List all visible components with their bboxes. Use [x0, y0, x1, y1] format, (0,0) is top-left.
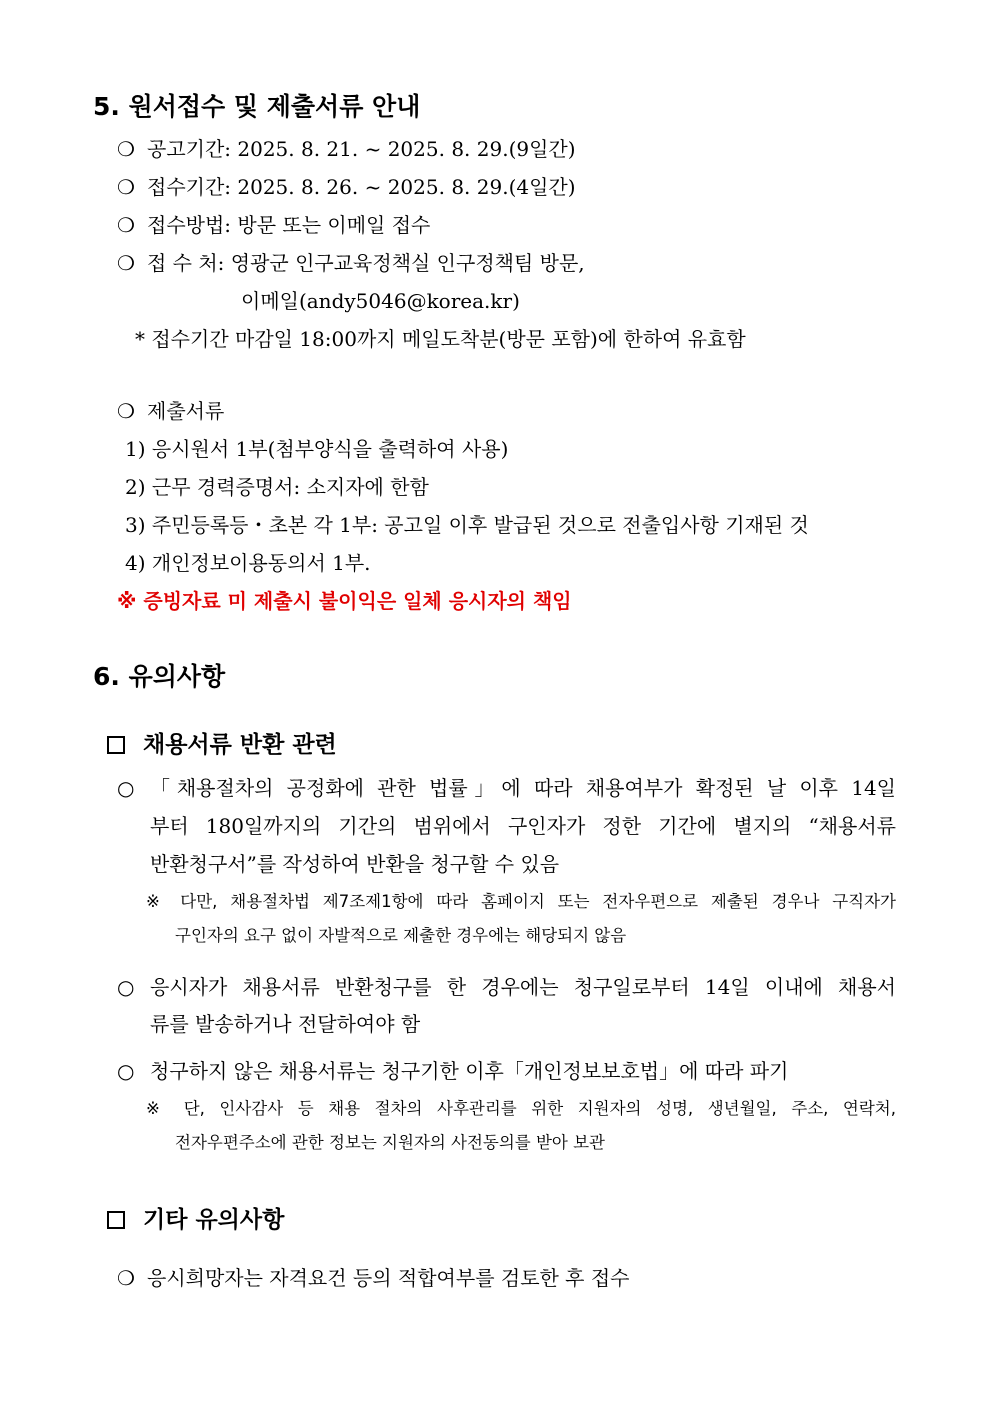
- section-5-title: 5. 원서접수 및 제출서류 안내: [93, 92, 421, 121]
- circle-bullet-icon: ❍: [117, 175, 135, 199]
- doc-item: 3) 주민등록등・초본 각 1부: 공고일 이후 발급된 것으로 전출입사항 기재된 것: [125, 513, 809, 537]
- section-6-title: 6. 유의사항: [93, 662, 226, 691]
- subsection-title: 기타 유의사항: [107, 1206, 284, 1234]
- circle-bullet-icon: ❍: [117, 137, 135, 161]
- note-line: 구인자의 요구 없이 자발적으로 제출한 경우에는 해당되지 않음: [175, 926, 627, 945]
- list-item: ❍ 공고기간: 2025. 8. 21. ~ 2025. 8. 29.(9일간): [117, 137, 576, 161]
- paragraph-line: 류를 발송하거나 전달하여야 함: [150, 1012, 421, 1036]
- doc-item: 2) 근무 경력증명서: 소지자에 한함: [125, 475, 429, 499]
- paragraph-line: 청구하지 않은 채용서류는 청구기한 이후「개인정보보호법」에 따라 파기: [150, 1059, 789, 1083]
- circle-bullet-icon: ○: [117, 975, 135, 999]
- circle-bullet-icon: ❍: [117, 213, 135, 237]
- doc-item: 4) 개인정보이용동의서 1부.: [125, 551, 371, 575]
- checkbox-square-icon: [107, 736, 125, 754]
- note-line: ※ 다만, 채용절차법 제7조제1항에 따라 홈페이지 또는 전자우편으로 제출된 경우나 구직자가: [146, 892, 896, 911]
- circle-bullet-icon: ❍: [117, 399, 135, 423]
- paragraph-line: 「채용절차의 공정화에 관한 법률」에 따라 채용여부가 확정된 날 이후 14일: [150, 776, 896, 800]
- checkbox-square-icon: [107, 1211, 125, 1229]
- paragraph-line: 응시자가 채용서류 반환청구를 한 경우에는 청구일로부터 14일 이내에 채용서: [150, 975, 896, 999]
- circle-bullet-icon: ○: [117, 776, 135, 800]
- circle-bullet-icon: ❍: [117, 1266, 135, 1290]
- paragraph-line: 부터 180일까지의 기간의 범위에서 구인자가 정한 기간에 별지의 “채용서류: [150, 814, 896, 838]
- note-line: 전자우편주소에 관한 정보는 지원자의 사전동의를 받아 보관: [175, 1133, 605, 1152]
- list-item: ❍ 접수기간: 2025. 8. 26. ~ 2025. 8. 29.(4일간): [117, 175, 576, 199]
- email-line: 이메일(andy5046@korea.kr): [241, 289, 520, 313]
- list-item: ❍ 접 수 처: 영광군 인구교육정책실 인구정책팀 방문,: [117, 251, 585, 275]
- deadline-note: * 접수기간 마감일 18:00까지 메일도착분(방문 포함)에 한하여 유효함: [135, 327, 746, 351]
- list-item: ❍ 응시희망자는 자격요건 등의 적합여부를 검토한 후 접수: [117, 1266, 630, 1290]
- subsection-title: 채용서류 반환 관련: [107, 731, 337, 759]
- warning-text: ※ 증빙자료 미 제출시 불이익은 일체 응시자의 책임: [117, 589, 572, 613]
- paragraph-line: 반환청구서”를 작성하여 반환을 청구할 수 있음: [150, 852, 560, 876]
- circle-bullet-icon: ○: [117, 1059, 135, 1083]
- circle-bullet-icon: ❍: [117, 251, 135, 275]
- list-item: ❍ 접수방법: 방문 또는 이메일 접수: [117, 213, 431, 237]
- docs-title: ❍ 제출서류: [117, 399, 225, 423]
- doc-item: 1) 응시원서 1부(첨부양식을 출력하여 사용): [125, 437, 509, 461]
- note-line: ※ 단, 인사감사 등 채용 절차의 사후관리를 위한 지원자의 성명, 생년월일, 주소, 연락처,: [146, 1099, 896, 1118]
